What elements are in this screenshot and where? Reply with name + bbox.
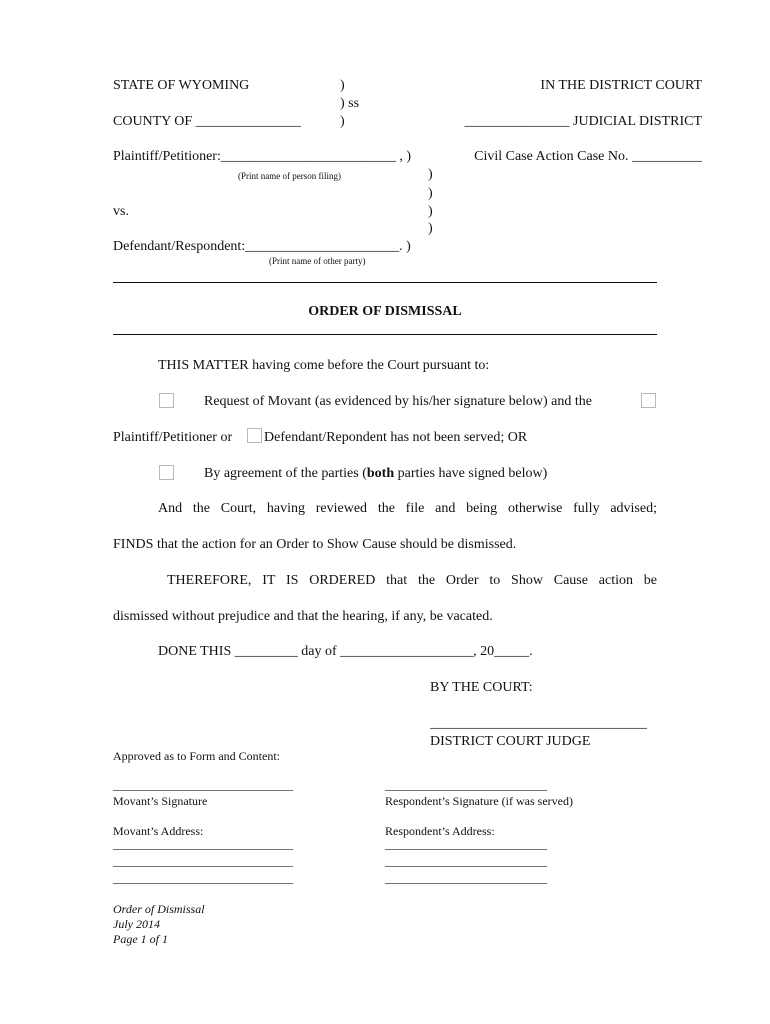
vs-label: vs. [113,204,129,219]
caption-ss: ) ss [340,96,360,111]
respondent-address-line[interactable]: ___________________________ [385,871,547,885]
defendant-not-served-checkbox[interactable] [247,428,262,443]
caption-paren: ) [428,204,433,219]
movant-signature-line[interactable]: ______________________________ [113,778,293,792]
approved-label: Approved as to Form and Content: [113,749,280,763]
judicial-district-field[interactable]: _______________ JUDICIAL DISTRICT [464,114,702,129]
caption-paren: ) [340,114,345,129]
caption-paren: ) [428,221,433,236]
agreement-checkbox[interactable] [159,465,174,480]
option2-text: By agreement of the parties (both parties have signed below) [204,466,548,481]
respondent-address-line[interactable]: ___________________________ [385,854,547,868]
judge-signature-line[interactable]: _______________________________ [430,716,647,731]
footer-page-number: Page 1 of 1 [113,932,168,946]
respondent-address-line[interactable]: ___________________________ [385,837,547,851]
movant-request-checkbox[interactable] [159,393,174,408]
judge-title: DISTRICT COURT JUDGE [430,734,591,749]
option1-plaintiff-text: Plaintiff/Petitioner or [113,430,233,445]
movant-address-label: Movant’s Address: [113,824,204,838]
county-field[interactable]: COUNTY OF _______________ [113,114,301,129]
caption-paren: ) [428,167,433,182]
movant-address-line[interactable]: ______________________________ [113,871,293,885]
court-finding-line2: FINDS that the action for an Order to Show Cause should be dismissed. [113,537,517,552]
order-line2: dismissed without prejudice and that the hearing, if any, be vacated. [113,609,493,624]
movant-signature-label: Movant’s Signature [113,794,208,808]
option1-text: Request of Movant (as evidenced by his/her signature below) and the [204,394,593,409]
defendant-note: (Print name of other party) [269,256,366,266]
document-title: ORDER OF DISMISSAL [308,304,462,319]
caption-paren: ) [340,78,345,93]
footer-title: Order of Dismissal [113,902,205,916]
by-the-court: BY THE COURT: [430,680,533,695]
court-name: IN THE DISTRICT COURT [540,78,702,93]
intro-text: THIS MATTER having come before the Court pursuant to: [158,358,490,373]
plaintiff-note: (Print name of person filing) [238,171,341,181]
done-date-field[interactable]: DONE THIS _________ day of ___________________, 20_____. [158,644,533,659]
plaintiff-not-served-checkbox[interactable] [641,393,656,408]
respondent-signature-line[interactable]: ___________________________ [385,778,547,792]
option1-defendant-text: Defendant/Repondent has not been served; OR [264,430,528,445]
respondent-address-label: Respondent’s Address: [385,824,495,838]
case-number-field[interactable]: Civil Case Action Case No. __________ [474,149,702,164]
defendant-field[interactable]: Defendant/Respondent:______________________. ) [113,239,411,254]
respondent-signature-label: Respondent’s Signature (if was served) [385,794,573,808]
state-label: STATE OF WYOMING [113,78,250,93]
court-finding-line1: And the Court, having reviewed the file and being otherwise fully advised; [158,501,657,516]
footer-date: July 2014 [113,917,160,931]
plaintiff-field[interactable]: Plaintiff/Petitioner:_________________________ , ) [113,149,412,164]
divider-top [113,282,657,283]
movant-address-line[interactable]: ______________________________ [113,837,293,851]
divider-bottom [113,334,657,335]
caption-paren: ) [428,186,433,201]
order-line1: THEREFORE, IT IS ORDERED that the Order to Show Cause action be [167,573,657,588]
movant-address-line[interactable]: ______________________________ [113,854,293,868]
